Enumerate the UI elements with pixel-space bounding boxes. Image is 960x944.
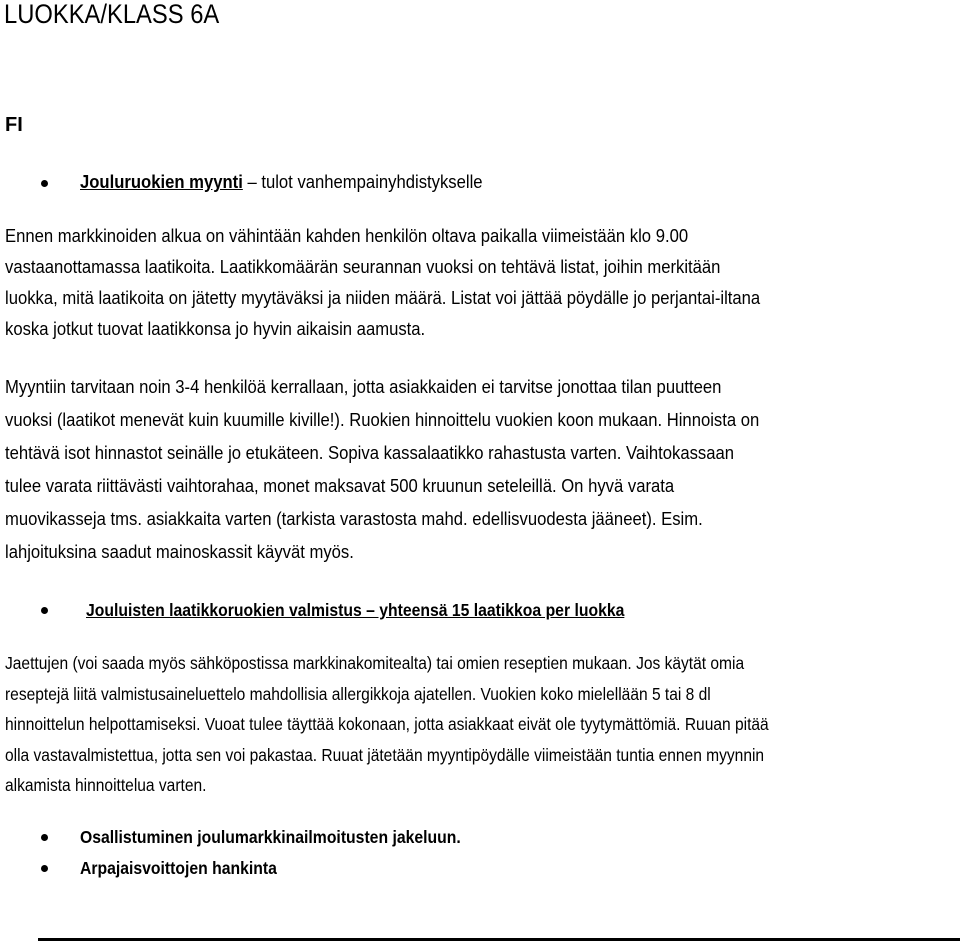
text-line: vastaanottamassa laatikoita. Laatikkomäärän seurannan vuoksi on tehtävä listat, joihin merkitään: [5, 256, 721, 277]
text-line: Myyntiin tarvitaan noin 3-4 henkilöä kerrallaan, jotta asiakkaiden ei tarvitse jonottaa tilan puutteen: [5, 376, 722, 397]
bullet-icon: [41, 180, 48, 187]
section-title: Arpajaisvoittojen hankinta: [80, 858, 277, 878]
text-line: luokka, mitä laatikoita on jätetty myytäväksi ja niiden määrä. Listat voi jättää pöydälle jo perjantai-iltana: [5, 287, 761, 308]
text-line: Jaettujen (voi saada myös sähköpostissa markkinakomitealta) tai omien reseptien mukaan. Jos käytät omia: [5, 653, 745, 673]
section-title-bold: Jouluruokien myynti: [80, 171, 243, 192]
paragraph-recipes: [5, 648, 960, 801]
text-line: tulee varata riittävästi vaihtorahaa, monet maksavat 500 kruunun seteleillä. On hyvä varata: [5, 475, 675, 496]
text-line: lahjoituksina saadut mainoskassit käyvät myös.: [5, 541, 354, 562]
section-title-rest: – tulot vanhempainyhdistykselle: [242, 171, 483, 192]
bullet-icon: [41, 834, 48, 841]
text-line: vuoksi (laatikot menevät kuin kuumille kiville!). Ruokien hinnoittelu vuokien koon mukaan. Hinnoista on: [5, 409, 760, 430]
bullet-text: [80, 170, 483, 194]
text-line: Ennen markkinoiden alkua on vähintään kahden henkilön oltava paikalla viimeistään klo 9.00: [5, 225, 689, 246]
paragraph-arrival: [5, 220, 959, 344]
page-title: LUOKKA/KLASS 6A: [4, 0, 220, 29]
text-line: hinnoittelun helpottamiseksi. Vuoat tulee täyttää kokonaan, jotta asiakkaat eivät ole tyytymättömiä. Ruuan pitää: [5, 714, 769, 735]
text-line: alkamista hinnoittelua varten.: [5, 775, 207, 796]
text-line: tehtävä isot hinnastot seinälle jo etukäteen. Sopiva kassalaatikko rahastusta varten. Vaihtokassaan: [5, 442, 735, 463]
text-line: koska jotkut tuovat laatikkonsa jo hyvin aikaisin aamusta.: [5, 318, 426, 339]
section-title: Jouluisten laatikkoruokien valmistus – yhteensä 15 laatikkoa per luokka: [86, 600, 625, 620]
paragraph-sales: [5, 370, 959, 568]
text-line: olla vastavalmistettua, jotta sen voi pakastaa. Ruuat jätetään myyntipöydälle viimeistään tuntia ennen myynnin: [5, 744, 765, 765]
section-title: Osallistuminen joulumarkkinailmoitusten jakeluun.: [80, 827, 461, 847]
bullet-icon: [41, 865, 48, 872]
bullet-icon: [41, 607, 48, 614]
text-line: reseptejä liitä valmistusaineluettelo mahdollisia allergikkoja ajatellen. Vuokien koko mielellään 5 tai 8 dl: [5, 683, 711, 704]
text-line: muovikasseja tms. asiakkaita varten (tarkista varastosta mahd. edellisvuodesta jääneet). Esim.: [5, 508, 703, 529]
footer-divider: [38, 938, 960, 941]
language-heading: FI: [5, 114, 23, 136]
